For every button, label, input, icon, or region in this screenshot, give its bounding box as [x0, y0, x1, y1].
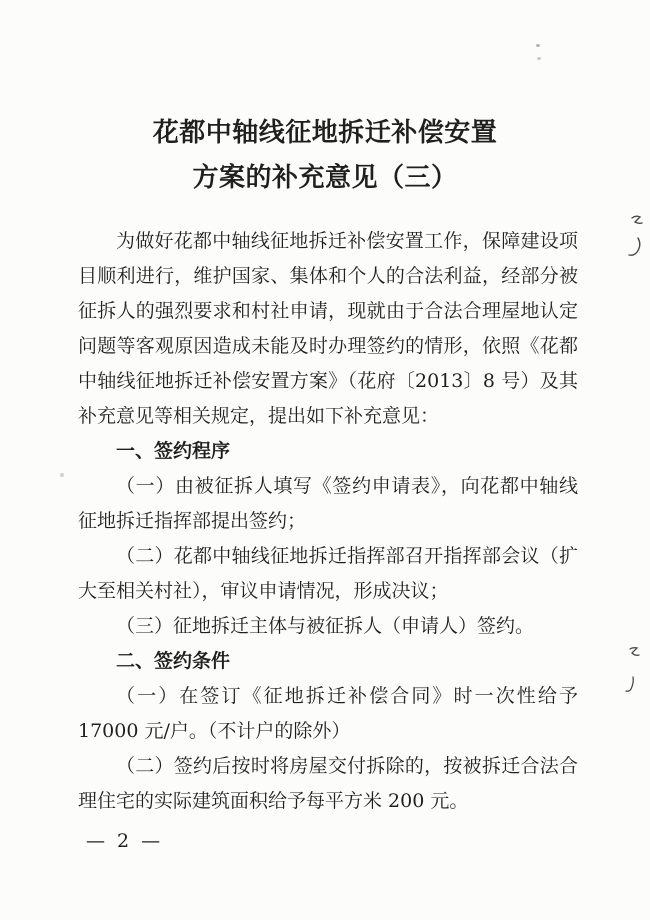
scan-speck — [60, 473, 64, 477]
document-title-line-1: 花都中轴线征地拆迁补偿安置 — [152, 118, 498, 148]
document-title — [0, 0, 650, 201]
document-title-line-2: 方案的补充意见（三） — [192, 163, 458, 193]
scan-speck — [537, 57, 541, 60]
section-1-heading: 一、签约程序 — [116, 440, 231, 462]
section-2-heading: 二、签约条件 — [116, 650, 231, 672]
page-number: — 2 — — [86, 830, 164, 852]
handwritten-ink-mark — [629, 213, 647, 231]
section-1-item-2: （二）花都中轴线征地拆迁指挥部召开指挥部会议（扩大至相关村社），审议申请情况，形成决议； — [78, 545, 578, 602]
section-1-item-1: （一）由被征拆人填写《签约申请表》，向花都中轴线征地拆迁指挥部提出签约； — [78, 475, 578, 532]
handwritten-ink-mark — [623, 675, 638, 695]
handwritten-ink-mark — [627, 645, 643, 662]
handwritten-ink-mark — [625, 236, 645, 260]
section-2-item-1: （一）在签订《征地拆迁补偿合同》时一次性给予 17000 元/户。（不计户的除外） — [78, 685, 578, 742]
section-2-item-2: （二）签约后按时将房屋交付拆除的，按被拆迁合法合理住宅的实际建筑面积给予每平方米 200 元。 — [78, 755, 578, 812]
scan-speck — [536, 44, 540, 47]
section-1-item-3: （三）征地拆迁主体与被征拆人（申请人）签约。 — [116, 615, 535, 637]
intro-paragraph: 为做好花都中轴线征地拆迁补偿安置工作，保障建设项目顺利进行，维护国家、集体和个人的合法利益，经部分被征拆人的强烈要求和村社申请，现就由于合法合理屋地认定问题等客观原因造成未能及时办理签约的情形，依照《花都中轴线征地拆迁补偿安置方案》（花府〔2013〕8 号）及其补充意见等相关规定，提出如下补充意见： — [78, 230, 578, 427]
document-body — [78, 224, 578, 819]
